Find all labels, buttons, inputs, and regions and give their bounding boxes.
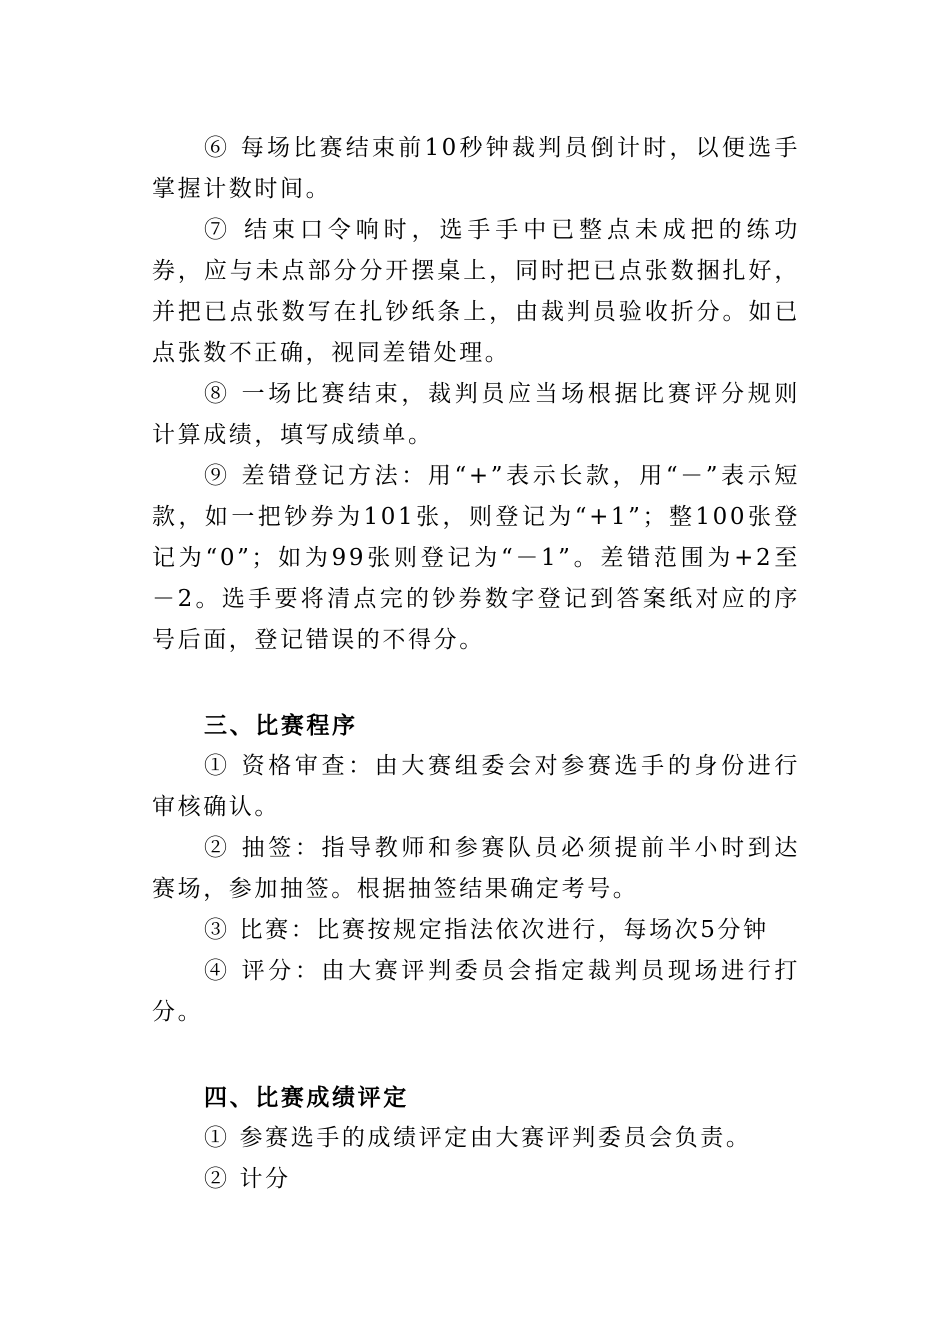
section-spacer — [152, 1033, 800, 1077]
procedure-item-2: ② 抽签：指导教师和参赛队员必须提前半小时到达赛场，参加抽签。根据抽签结果确定考号。 — [152, 835, 800, 902]
scoring-item-2: ② 计分 — [204, 1166, 291, 1192]
document-body — [152, 128, 800, 1200]
procedure-item-1: ① 资格审查：由大赛组委会对参赛选手的身份进行审核确认。 — [152, 753, 800, 820]
section-heading-scoring: 四、比赛成绩评定 — [204, 1084, 409, 1111]
scoring-item-1: ① 参赛选手的成绩评定由大赛评判委员会负责。 — [204, 1125, 752, 1151]
section-heading-procedure: 三、比赛程序 — [204, 712, 358, 739]
section-spacer — [152, 661, 800, 705]
rule-item-6: ⑥ 每场比赛结束前10秒钟裁判员倒计时，以便选手掌握计数时间。 — [152, 135, 800, 202]
procedure-item-4: ④ 评分：由大赛评判委员会指定裁判员现场进行打分。 — [152, 958, 800, 1025]
rule-item-7: ⑦ 结束口令响时，选手手中已整点未成把的练功券，应与未点部分分开摆桌上，同时把已点张数捆扎好，并把已点张数写在扎钞纸条上，由裁判员验收折分。如已点张数不正确，视同差错处理。 — [152, 217, 800, 366]
rule-item-9: ⑨ 差错登记方法：用“+”表示长款，用“－”表示短款，如一把钞券为101张，则登记为“+1”；整100张登记为“0”；如为99张则登记为“－1”。差错范围为+2至－2。选手要将清点完的钞券数字登记到答案纸对应的序号后面，登记错误的不得分。 — [152, 463, 800, 653]
procedure-item-3: ③ 比赛：比赛按规定指法依次进行，每场次5分钟 — [204, 917, 769, 943]
rule-item-8: ⑧ 一场比赛结束，裁判员应当场根据比赛评分规则计算成绩，填写成绩单。 — [152, 381, 800, 448]
